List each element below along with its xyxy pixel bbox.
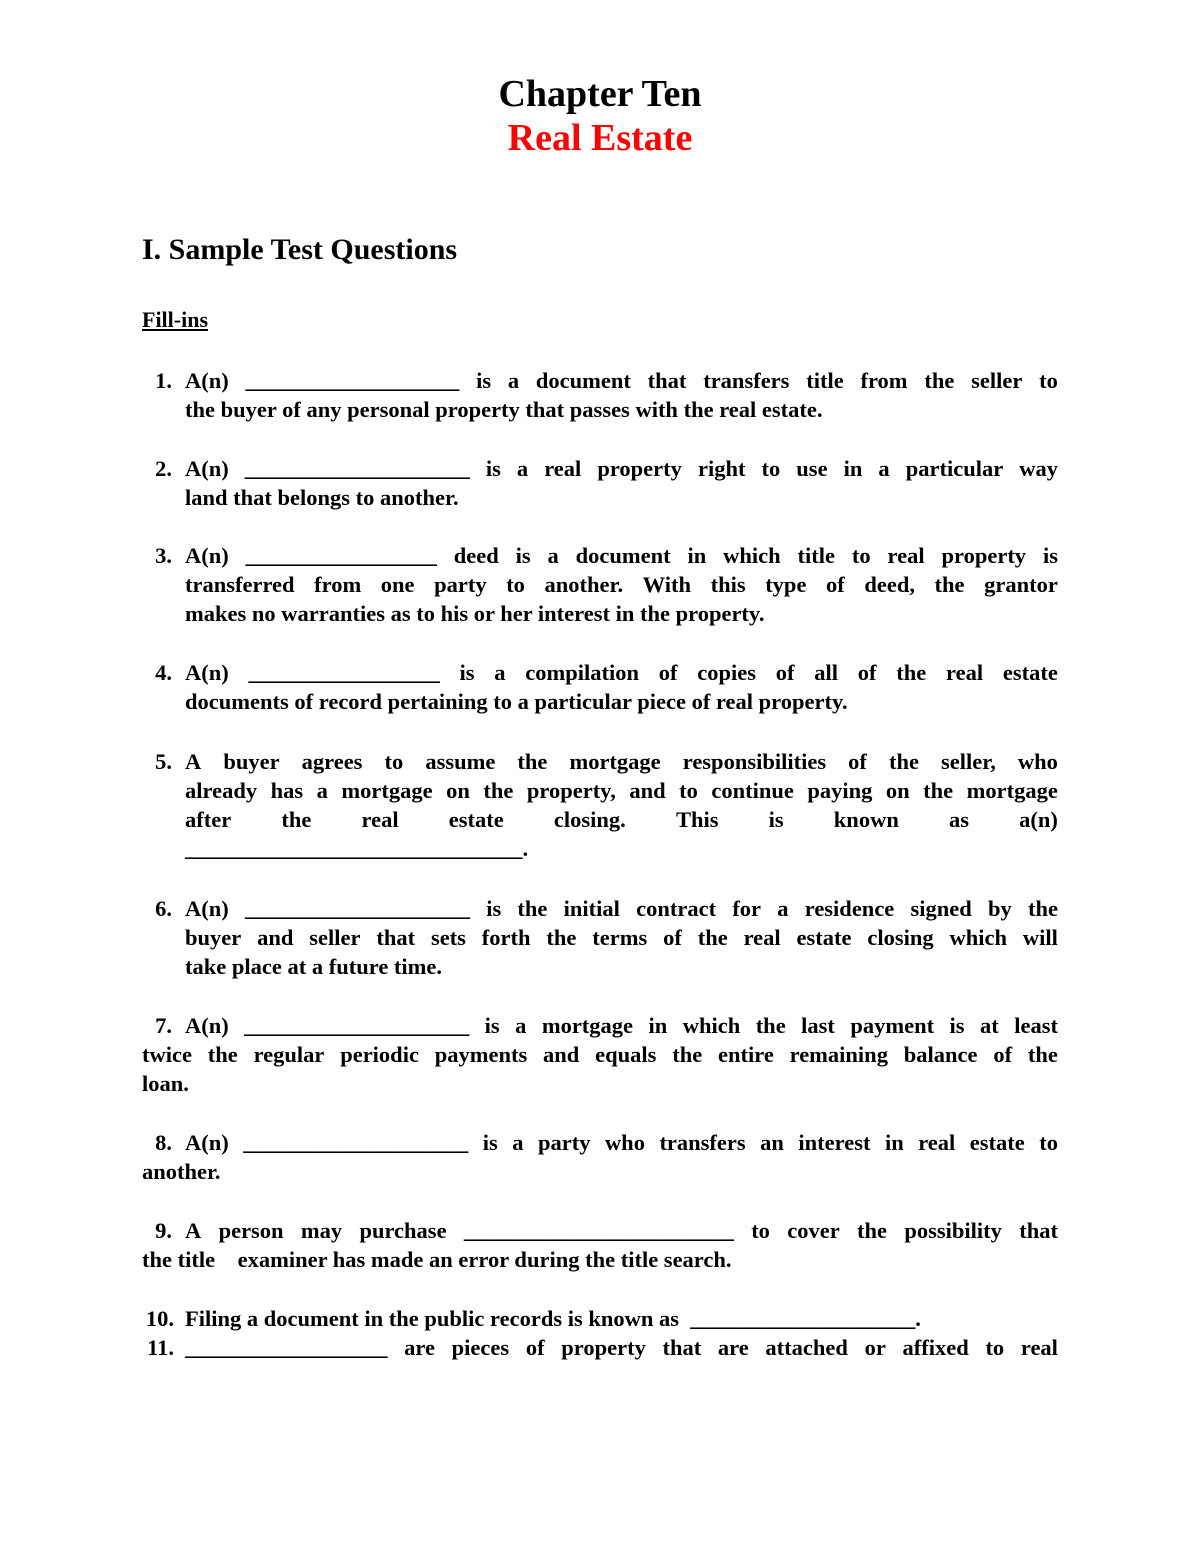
question-number: 11. [147, 1335, 174, 1360]
word: use [796, 456, 828, 481]
word: the [888, 749, 919, 774]
question-line: Filing a document in the public records is known as ____________________. [185, 1306, 921, 1331]
word: document [575, 543, 671, 568]
word: of [658, 660, 678, 685]
question-line [185, 747, 1058, 776]
word: that [647, 368, 687, 393]
word: to [985, 1335, 1005, 1360]
word: initial [563, 896, 620, 921]
word: in [687, 543, 707, 568]
question-8 [142, 1128, 1058, 1186]
word: compilation [525, 660, 640, 685]
word: which [949, 925, 1007, 950]
fill-ins-subheading: Fill-ins [142, 307, 209, 332]
question-line: documents of record pertaining to a particular piece of real property. [185, 689, 848, 714]
word: to [1039, 1130, 1058, 1155]
word: in [884, 1130, 904, 1155]
word: way [1019, 456, 1058, 481]
word: balance [903, 1042, 978, 1067]
word: the [857, 1218, 888, 1243]
word: twice [142, 1042, 192, 1067]
word: type [765, 572, 807, 597]
question-line: the buyer of any personal property that passes with the real estate. [185, 397, 823, 422]
word: a [516, 456, 529, 481]
word: on [446, 778, 470, 803]
chapter-subtitle: Real Estate [507, 117, 693, 159]
word: transfers [703, 368, 790, 393]
question-line [185, 454, 1058, 483]
word: the [934, 572, 965, 597]
word: buyer [223, 749, 280, 774]
word: mortgage [569, 749, 661, 774]
question-line: land that belongs to another. [185, 485, 459, 510]
word: to [384, 749, 404, 774]
word: grantor [984, 572, 1058, 597]
word: is [485, 456, 501, 481]
word: deed [453, 543, 499, 568]
word: property [941, 543, 1027, 568]
word: may [300, 1218, 343, 1243]
question-line [185, 570, 1058, 599]
word: or [864, 1335, 886, 1360]
word: a(n) [1019, 807, 1058, 832]
word: A(n) [185, 368, 229, 393]
word: forth [481, 925, 531, 950]
question-line: the title examiner has made an error during the title search. [142, 1247, 732, 1272]
word: A(n) [185, 456, 229, 481]
question-line [142, 1011, 1058, 1040]
word: ____________________ [244, 456, 470, 481]
word: will [1022, 925, 1058, 950]
question-3 [185, 541, 1058, 628]
word: are [404, 1335, 435, 1360]
word: at [980, 1013, 999, 1038]
word: least [1014, 1013, 1058, 1038]
word: periodic [340, 1042, 419, 1067]
word: the [755, 1013, 786, 1038]
question-number: 7. [155, 1013, 172, 1038]
word: party [434, 572, 487, 597]
question-line: loan. [142, 1071, 189, 1096]
word: A(n) [185, 1013, 229, 1038]
word: a [316, 778, 328, 803]
word: the [923, 778, 954, 803]
question-line: makes no warranties as to his or her interest in the property. [185, 601, 765, 626]
question-number: 4. [155, 660, 172, 685]
word: mortgage [966, 778, 1058, 803]
question-number: 2. [155, 456, 172, 481]
word: A [185, 749, 202, 774]
question-number: 10. [145, 1306, 174, 1331]
word: ________________________ [463, 1218, 734, 1243]
word: of [857, 660, 877, 685]
word: title [797, 543, 836, 568]
question-4 [185, 658, 1058, 716]
question-number: 1. [155, 368, 172, 393]
word: This [675, 807, 719, 832]
question-line [185, 776, 1058, 805]
word: attached [765, 1335, 848, 1360]
word: regular [253, 1042, 325, 1067]
question-line [185, 366, 1058, 395]
word: to [751, 1218, 770, 1243]
word: the [546, 925, 577, 950]
word: property, [526, 778, 616, 803]
word: and [543, 1042, 580, 1067]
question-line [142, 1128, 1058, 1157]
word: _________________ [248, 660, 440, 685]
word: already [185, 778, 258, 803]
question-2 [185, 454, 1058, 512]
question-line [142, 1040, 1058, 1069]
word: is [515, 543, 531, 568]
word: payment [850, 1013, 935, 1038]
word: that [376, 925, 416, 950]
word: real [918, 1130, 956, 1155]
word: the [697, 925, 728, 950]
word: document [535, 368, 631, 393]
word: estate [969, 1130, 1025, 1155]
word: is [486, 896, 502, 921]
word: payments [434, 1042, 528, 1067]
question-line: ______________________________. [185, 836, 529, 861]
word: _________________ [245, 543, 437, 568]
word: real [361, 807, 399, 832]
word: one [380, 572, 415, 597]
question-line [185, 541, 1058, 570]
word: seller, [941, 749, 996, 774]
word: to [851, 543, 871, 568]
word: another. [544, 572, 624, 597]
word: purchase [359, 1218, 447, 1243]
word: the [672, 1042, 703, 1067]
question-line [185, 923, 1058, 952]
word: affixed [902, 1335, 969, 1360]
word: that [662, 1335, 702, 1360]
word: assume [425, 749, 496, 774]
word: title [806, 368, 844, 393]
chapter-title: Chapter Ten [498, 73, 702, 115]
word: is [768, 807, 784, 832]
word: of [848, 749, 867, 774]
word: right [697, 456, 746, 481]
word: of [826, 572, 845, 597]
word: pieces [451, 1335, 510, 1360]
word: a [777, 896, 789, 921]
word: mortgage [541, 1013, 634, 1038]
word: all [814, 660, 839, 685]
word: the [1028, 896, 1058, 921]
word: person [218, 1218, 284, 1243]
word: a [494, 660, 506, 685]
word: after [185, 807, 232, 832]
word: party [537, 1130, 591, 1155]
word: paying [807, 778, 873, 803]
word: ____________________ [243, 1130, 469, 1155]
section-heading: I. Sample Test Questions [142, 233, 458, 266]
word: is [476, 368, 492, 393]
word: in [648, 1013, 668, 1038]
word: A(n) [185, 1130, 229, 1155]
word: real [887, 543, 925, 568]
word: an [760, 1130, 784, 1155]
word: closing. [553, 807, 626, 832]
word: sets [430, 925, 466, 950]
word: of [663, 925, 682, 950]
word: A(n) [185, 896, 229, 921]
question-line [142, 1216, 1058, 1245]
word: the [281, 807, 312, 832]
word: contract [636, 896, 717, 921]
word: property [597, 456, 682, 481]
word: property [561, 1335, 646, 1360]
word: With [642, 572, 692, 597]
word: the [207, 1042, 238, 1067]
word: the [924, 368, 955, 393]
question-line [185, 894, 1058, 923]
word: __________________ [185, 1335, 388, 1360]
question-9 [142, 1216, 1058, 1274]
word: a [507, 368, 520, 393]
word: of [993, 1042, 1013, 1067]
word: a [512, 1130, 524, 1155]
word: who [1017, 749, 1058, 774]
question-6 [185, 894, 1058, 981]
word: from [860, 368, 908, 393]
question-line [185, 1333, 1058, 1362]
word: entire [718, 1042, 774, 1067]
word: of [775, 660, 795, 685]
word: closing [867, 925, 934, 950]
word: seller [971, 368, 1023, 393]
word: A(n) [185, 660, 229, 685]
word: on [885, 778, 910, 803]
word: the [517, 896, 548, 921]
word: seller [309, 925, 361, 950]
word: to [679, 778, 698, 803]
word: ____________________ [244, 1013, 470, 1038]
word: A [185, 1218, 202, 1243]
word: the [483, 778, 514, 803]
question-1 [185, 366, 1058, 424]
word: a [515, 1013, 527, 1038]
word: is [1042, 543, 1058, 568]
question-7 [142, 1011, 1058, 1098]
word: the [896, 660, 927, 685]
question-5 [185, 747, 1058, 863]
question-line: take place at a future time. [185, 954, 443, 979]
word: estate [1002, 660, 1058, 685]
word: mortgage [341, 778, 433, 803]
word: A(n) [185, 543, 229, 568]
word: terms [592, 925, 648, 950]
word: copies [697, 660, 757, 685]
word: is [949, 1013, 965, 1038]
word: to [761, 456, 781, 481]
word: transfers [659, 1130, 746, 1155]
word: known [833, 807, 899, 832]
question-line: another. [142, 1159, 221, 1184]
word: remaining [789, 1042, 888, 1067]
question-10 [185, 1304, 1058, 1333]
question-number: 6. [155, 896, 172, 921]
word: real [1020, 1335, 1058, 1360]
question-number: 5. [155, 749, 172, 774]
word: are [717, 1335, 749, 1360]
word: by [988, 896, 1012, 921]
question-line [185, 805, 1058, 834]
word: buyer [185, 925, 242, 950]
question-line [185, 658, 1058, 687]
word: is [459, 660, 475, 685]
word: real [946, 660, 984, 685]
word: last [801, 1013, 835, 1038]
word: is [482, 1130, 498, 1155]
word: residence [804, 896, 895, 921]
question-number: 9. [155, 1218, 172, 1243]
word: estate [448, 807, 504, 832]
word: which [682, 1013, 741, 1038]
word: to [506, 572, 525, 597]
word: cover [787, 1218, 840, 1243]
word: particular [905, 456, 1004, 481]
word: from [314, 572, 362, 597]
word: ___________________ [245, 368, 460, 393]
word: ____________________ [244, 896, 470, 921]
word: of [525, 1335, 545, 1360]
word: possibility [904, 1218, 1002, 1243]
word: is [484, 1013, 500, 1038]
question-number: 3. [155, 543, 172, 568]
word: this [710, 572, 746, 597]
word: deed, [864, 572, 915, 597]
word: responsibilities [682, 749, 827, 774]
word: that [1019, 1218, 1058, 1243]
word: a [547, 543, 559, 568]
question-number: 8. [155, 1130, 172, 1155]
word: a [878, 456, 890, 481]
word: equals [595, 1042, 657, 1067]
word: signed [910, 896, 972, 921]
word: and [257, 925, 294, 950]
word: estate [796, 925, 852, 950]
word: real [743, 925, 781, 950]
word: and [629, 778, 666, 803]
word: in [843, 456, 863, 481]
question-11 [185, 1333, 1058, 1362]
word: interest [798, 1130, 871, 1155]
word: the [517, 749, 548, 774]
word: which [723, 543, 781, 568]
word: continue [711, 778, 794, 803]
word: has [270, 778, 304, 803]
word: who [604, 1130, 645, 1155]
word: agrees [301, 749, 363, 774]
word: real [544, 456, 582, 481]
word: the [1027, 1042, 1058, 1067]
word: as [949, 807, 970, 832]
word: transferred [185, 572, 295, 597]
word: for [732, 896, 762, 921]
word: to [1039, 368, 1058, 393]
